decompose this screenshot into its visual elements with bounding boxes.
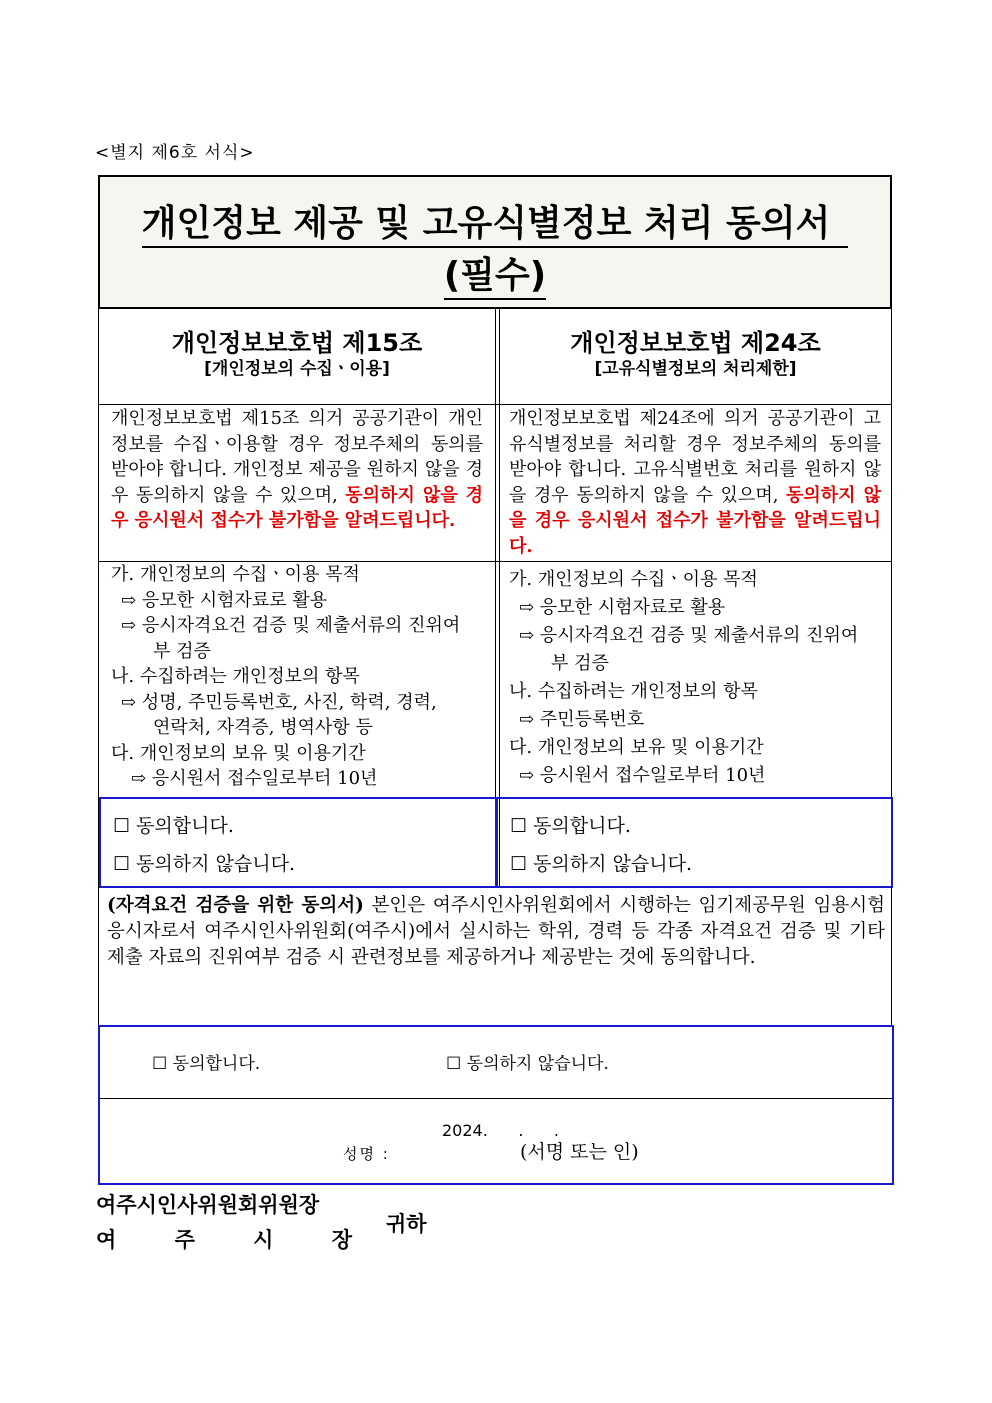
left-disagree-checkbox[interactable]: ☐ 동의하지 않습니다. <box>113 853 295 875</box>
title-box <box>98 175 892 309</box>
list-item: ⇨ 주민등록번호 <box>519 709 645 730</box>
signature-date[interactable]: 2024. . . <box>442 1121 560 1140</box>
consent-table <box>98 308 892 888</box>
divider <box>99 404 891 405</box>
right-law-subheading: [고유식별정보의 처리제한] <box>594 359 797 379</box>
qualification-consent-text: (자격요건 검증을 위한 동의서) 본인은 여주시인사위원회에서 시행하는 임기제공무원 임용시험 응시자로서 여주시인사위원회(여주시)에서 실시하는 학위, 경력 등 각종 자격요건 검증 및 기타 제출 자료의 진위여부 검증 시 관련정보를 제공하거나 제공받는 것에 동의합니다. <box>107 895 885 968</box>
list-item: 나. 수집하려는 개인정보의 항목 <box>111 666 360 687</box>
left-column-header <box>99 328 495 380</box>
left-agreement-box <box>99 797 497 888</box>
list-item: ⇨ 응시자격요건 검증 및 제출서류의 진위여 <box>519 625 859 646</box>
qualification-consent-heading: (자격요건 검증을 위한 동의서) <box>107 895 364 916</box>
left-law-heading: 개인정보보호법 제15조 <box>171 329 423 357</box>
signature-name-label: 성명 : <box>343 1145 390 1163</box>
right-law-heading: 개인정보보호법 제24조 <box>570 329 821 357</box>
left-intro-paragraph: 개인정보보호법 제15조 의거 공공기관이 개인정보를 수집ㆍ이용할 경우 정보주체의 동의를 받아야 합니다. 개인정보 제공을 원하지 않을 경우 동의하지 않을 수 있으며, 동의하지 않을 경우 응시원서 접수가 불가함을 알려드립니다. <box>111 408 483 531</box>
right-disagree-checkbox[interactable]: ☐ 동의하지 않습니다. <box>510 853 692 875</box>
signature-hint: (서명 또는 인) <box>520 1141 639 1163</box>
document-title: 개인정보 제공 및 고유식별정보 처리 동의서 <box>142 203 849 248</box>
document-subtitle: (필수) <box>444 255 546 300</box>
right-column-header <box>498 328 893 380</box>
list-item: 나. 수집하려는 개인정보의 항목 <box>509 681 758 702</box>
list-item: 부 검증 <box>153 640 211 662</box>
list-item: ⇨ 응모한 시험자료로 활용 <box>121 589 328 611</box>
qualification-disagree-checkbox[interactable]: ☐ 동의하지 않습니다. <box>446 1054 609 1074</box>
left-agree-checkbox[interactable]: ☐ 동의합니다. <box>113 815 234 837</box>
list-item: 다. 개인정보의 보유 및 이용기간 <box>111 742 366 764</box>
recipient-line-2: 여 주 시 장 <box>96 1227 352 1252</box>
signature-box <box>98 1025 894 1185</box>
qualification-agree-checkbox[interactable]: ☐ 동의합니다. <box>152 1054 261 1074</box>
list-item: 연락처, 자격증, 병역사항 등 <box>153 717 373 738</box>
divider <box>100 1098 892 1099</box>
form-number-label: <별지 제6호 서식> <box>95 143 255 163</box>
left-law-subheading: [개인정보의 수집ㆍ이용] <box>204 359 390 379</box>
recipient-suffix: 귀하 <box>386 1211 427 1236</box>
right-intro-paragraph: 개인정보보호법 제24조에 의거 공공기관이 고유식별정보를 처리할 경우 정보주체의 동의를 받아야 합니다. 고유식별번호 처리를 원하지 않을 경우 동의하지 않을 수 있으며, 동의하지 않을 경우 응시원서 접수가 불가함을 알려드립니다. <box>509 408 881 557</box>
list-item: 다. 개인정보의 보유 및 이용기간 <box>509 737 764 758</box>
list-item: ⇨ 응시원서 접수일로부터 10년 <box>131 768 378 789</box>
right-details-list <box>509 566 858 790</box>
list-item: ⇨ 응시자격요건 검증 및 제출서류의 진위여 <box>121 615 461 636</box>
list-item: 부 검증 <box>551 653 609 674</box>
list-item: 가. 개인정보의 수집ㆍ이용 목적 <box>509 569 758 590</box>
recipient-line-1: 여주시인사위원회위원장 <box>96 1192 320 1217</box>
right-agreement-box <box>496 797 893 888</box>
list-item: 가. 개인정보의 수집ㆍ이용 목적 <box>111 564 360 585</box>
left-details-list <box>111 562 460 792</box>
right-agree-checkbox[interactable]: ☐ 동의합니다. <box>510 815 631 837</box>
right-warning-text: 동의하지 않을 경우 응시원서 접수가 불가함을 알려드립니다. <box>509 484 881 557</box>
qualification-consent-box <box>98 887 892 1027</box>
list-item: ⇨ 응시원서 접수일로부터 10년 <box>519 765 766 786</box>
list-item: ⇨ 성명, 주민등록번호, 사진, 학력, 경력, <box>121 691 437 713</box>
left-warning-text: 동의하지 않을 경우 응시원서 접수가 불가함을 알려드립니다. <box>111 484 483 531</box>
list-item: ⇨ 응모한 시험자료로 활용 <box>519 597 726 618</box>
